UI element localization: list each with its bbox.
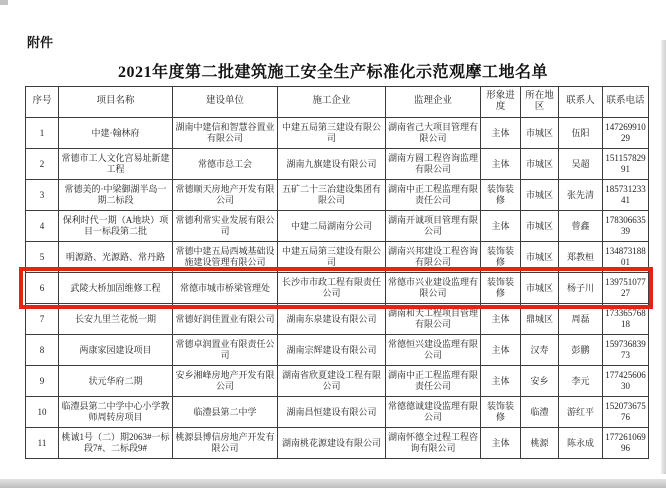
table-cell: 14726991029 bbox=[603, 118, 649, 149]
table-cell: 李元 bbox=[559, 366, 603, 397]
table-row bbox=[26, 273, 649, 304]
table-cell: 常德市总工会 bbox=[173, 149, 278, 180]
table-cell: 1 bbox=[26, 118, 59, 149]
table-cell: 湖南和天工程项目管理有限公司 bbox=[386, 304, 481, 335]
column-header: 施工企业 bbox=[278, 87, 386, 118]
column-header: 序号 bbox=[26, 87, 59, 118]
table-cell: 桃诚1号（二）期2063#一标段7#、二标段9# bbox=[59, 428, 173, 459]
table-cell: 常德好润佳置业有限公司 bbox=[173, 304, 278, 335]
table-cell: 15115782991 bbox=[603, 149, 649, 180]
table-cell: 中建二局湖南分公司 bbox=[278, 211, 386, 242]
table-cell: 15207367576 bbox=[603, 397, 649, 428]
table-cell: 主体 bbox=[481, 335, 521, 366]
table-cell: 4 bbox=[26, 211, 59, 242]
table-cell: 市城区 bbox=[521, 180, 559, 211]
table-cell: 常德德诚建设监理有限公司 bbox=[386, 397, 481, 428]
table-cell: 状元华府二期 bbox=[59, 366, 173, 397]
table-cell: 18573123341 bbox=[603, 180, 649, 211]
column-header: 所在地区 bbox=[521, 87, 559, 118]
document-title: 2021年度第二批建筑施工安全生产标准化示范观摩工地名单 bbox=[117, 64, 548, 81]
table-cell: 8 bbox=[26, 335, 59, 366]
table-cell: 武陵大桥加固维修工程 bbox=[59, 273, 173, 304]
table-cell: 湖南省欣夏建设工程有限公司 bbox=[278, 366, 386, 397]
table-cell: 湖南省己大项目管理有限公司 bbox=[386, 118, 481, 149]
table-cell: 中建五局第三建设有限公司 bbox=[278, 242, 386, 273]
table-cell: 常德卓润置业有限责任公司 bbox=[173, 335, 278, 366]
table-cell: 市城区 bbox=[521, 211, 559, 242]
table-cell: 装饰装修 bbox=[481, 180, 521, 211]
table-cell: 湖南桃花源建设有限公司 bbox=[278, 428, 386, 459]
table-row bbox=[26, 304, 649, 335]
table-cell: 17830663539 bbox=[603, 211, 649, 242]
header-row bbox=[26, 87, 649, 118]
table-cell: 湖南怀德全过程工程咨询有限公司 bbox=[386, 428, 481, 459]
observation-site-table bbox=[25, 86, 649, 459]
table-cell: 主体 bbox=[481, 211, 521, 242]
table-row bbox=[26, 335, 649, 366]
table-cell: 9 bbox=[26, 366, 59, 397]
table-cell: 主体 bbox=[481, 366, 521, 397]
table-cell: 杨子川 bbox=[559, 273, 603, 304]
table-body bbox=[26, 118, 649, 459]
table-row bbox=[26, 180, 649, 211]
table-cell: 两康家园建设项目 bbox=[59, 335, 173, 366]
column-header: 形象进度 bbox=[481, 87, 521, 118]
table-cell: 吴超 bbox=[559, 149, 603, 180]
table-cell: 湖南中建信和智慧谷置业有限公司 bbox=[173, 118, 278, 149]
table-cell: 湖南方圆工程咨询监理有限公司 bbox=[386, 149, 481, 180]
table-cell: 10 bbox=[26, 397, 59, 428]
table-cell: 湖南九旗建设有限公司 bbox=[278, 149, 386, 180]
table-cell: 长安九里兰花悦一期 bbox=[59, 304, 173, 335]
table-cell: 5 bbox=[26, 242, 59, 273]
table-cell: 装饰装修 bbox=[481, 242, 521, 273]
table-cell: 伍阳 bbox=[559, 118, 603, 149]
table-row bbox=[26, 149, 649, 180]
table-cell: 湖南中正工程监理有限责任公司 bbox=[386, 366, 481, 397]
table-cell: 主体 bbox=[481, 304, 521, 335]
table-cell: 湖南中正工程监理有限责任公司 bbox=[386, 180, 481, 211]
table-cell: 长沙市市政工程有限责任公司 bbox=[278, 273, 386, 304]
table-cell: 曾鑫 bbox=[559, 211, 603, 242]
table-cell: 鼎城区 bbox=[521, 304, 559, 335]
table-cell: 明源路、光源路、常丹路 bbox=[59, 242, 173, 273]
table-cell: 湖南昌恒建设有限公司 bbox=[278, 397, 386, 428]
table-row bbox=[26, 428, 649, 459]
table-cell: 主体 bbox=[481, 428, 521, 459]
table-cell: 17742560630 bbox=[603, 366, 649, 397]
table-cell: 保利时代一期（A地块）项目一标段第二批 bbox=[59, 211, 173, 242]
table-cell: 常德市工人文化宫易址新建工程 bbox=[59, 149, 173, 180]
table-cell: 13487318801 bbox=[603, 242, 649, 273]
column-header: 监理企业 bbox=[386, 87, 481, 118]
table-cell: 陈永成 bbox=[559, 428, 603, 459]
table-row bbox=[26, 397, 649, 428]
scan-shadow-bottom bbox=[0, 479, 666, 488]
table-cell: 安乡湘峰房地产开发有限公司 bbox=[173, 366, 278, 397]
table-cell: 常德中建五局西城基础设施建设管理有限公司 bbox=[173, 242, 278, 273]
table-cell: 3 bbox=[26, 180, 59, 211]
table-cell: 中建五局第三建设有限公司 bbox=[278, 118, 386, 149]
table-cell: 中建·翰林府 bbox=[59, 118, 173, 149]
table-cell: 五矿二十三冶建设集团有限公司 bbox=[278, 180, 386, 211]
table-cell: 主体 bbox=[481, 118, 521, 149]
table-cell: 7 bbox=[26, 304, 59, 335]
table-cell: 常德顺天房地产开发有限公司 bbox=[173, 180, 278, 211]
column-header: 联系人 bbox=[559, 87, 603, 118]
table-row bbox=[26, 118, 649, 149]
column-header: 项目名称 bbox=[59, 87, 173, 118]
table-cell: 彭鹏 bbox=[559, 335, 603, 366]
table-cell: 湖南开诚项目管理有限公司 bbox=[386, 211, 481, 242]
table-cell: 装饰装修 bbox=[481, 273, 521, 304]
table-cell: 市城区 bbox=[521, 242, 559, 273]
table-cell: 临澧 bbox=[521, 397, 559, 428]
table-cell: 常德美的·中梁御湖半岛一期二标段 bbox=[59, 180, 173, 211]
table-cell: 2 bbox=[26, 149, 59, 180]
table-cell: 13975107727 bbox=[603, 273, 649, 304]
table-header bbox=[26, 87, 649, 118]
table-cell: 市城区 bbox=[521, 273, 559, 304]
table-cell: 临澧县第二中学中心小学教师周转房项目 bbox=[59, 397, 173, 428]
table-cell: 张先清 bbox=[559, 180, 603, 211]
scan-shadow-right bbox=[661, 40, 666, 474]
table-cell: 周磊 bbox=[559, 304, 603, 335]
scan-artifact-mark bbox=[0, 0, 8, 5]
table-cell: 湖南宗辉建设有限公司 bbox=[278, 335, 386, 366]
table-cell: 6 bbox=[26, 273, 59, 304]
column-header: 联系电话 bbox=[603, 87, 649, 118]
table-cell: 郑教桓 bbox=[559, 242, 603, 273]
table-cell: 常德利常实业发展有限公司 bbox=[173, 211, 278, 242]
table-row bbox=[26, 242, 649, 273]
table-cell: 11 bbox=[26, 428, 59, 459]
table-cell: 桃源县博信房地产开发有限公司 bbox=[173, 428, 278, 459]
column-header: 建设单位 bbox=[173, 87, 278, 118]
table-cell: 临澧县第二中学 bbox=[173, 397, 278, 428]
attachment-label: 附件 bbox=[27, 35, 54, 50]
table-cell: 常德市兴业建设监理有限公司 bbox=[386, 273, 481, 304]
table-cell: 市城区 bbox=[521, 149, 559, 180]
table-cell: 15973683973 bbox=[603, 335, 649, 366]
table-row bbox=[26, 366, 649, 397]
table-cell: 常德恒兴建设监理有限公司 bbox=[386, 335, 481, 366]
table-cell: 湖南东泉建设有限公司 bbox=[278, 304, 386, 335]
table-cell: 装饰装修 bbox=[481, 397, 521, 428]
table-cell: 常德市城市桥梁管理处 bbox=[173, 273, 278, 304]
table-cell: 市城区 bbox=[521, 118, 559, 149]
table-cell: 桃源 bbox=[521, 428, 559, 459]
table-cell: 游红平 bbox=[559, 397, 603, 428]
table-cell: 17726106996 bbox=[603, 428, 649, 459]
table-cell: 湖南兴邦建设工程咨询有限公司 bbox=[386, 242, 481, 273]
table-row bbox=[26, 211, 649, 242]
table-cell: 17336576818 bbox=[603, 304, 649, 335]
table-cell: 安乡 bbox=[521, 366, 559, 397]
table-cell: 主体 bbox=[481, 149, 521, 180]
table-cell: 汉寿 bbox=[521, 335, 559, 366]
